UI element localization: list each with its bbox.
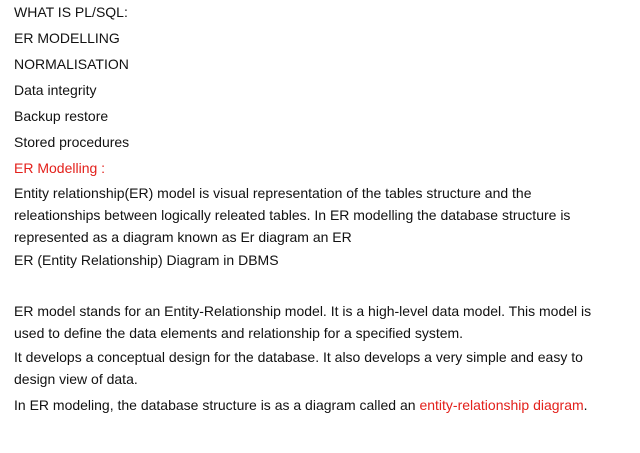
paragraph-line: Entity relationship(ER) model is visual representation of the tables structure and the [14,185,532,201]
paragraph-line: It develops a conceptual design for the database. It also develops a very simple and easy to [14,349,583,365]
list-item-stored-procedures: Stored procedures [14,134,130,150]
paragraph-er-diagram-dbms: ER (Entity Relationship) Diagram in DBMS [14,252,279,268]
paragraph-line: ER model stands for an Entity-Relationship model. It is a high-level data model. This model is [14,303,592,319]
paragraph-line: used to define the data elements and relationship for a specified system. [14,325,464,341]
list-item-backup-restore: Backup restore [14,108,109,124]
paragraph-line: represented as a diagram known as Er diagram an ER [14,229,352,245]
list-item-er-modelling: ER MODELLING [14,30,120,46]
list-item-normalisation: NORMALISATION [14,56,129,72]
paragraph-er-definition [14,182,614,248]
entity-relationship-link[interactable]: entity-relationship diagram [419,397,584,413]
list-item-data-integrity: Data integrity [14,82,97,98]
paragraph-conceptual-design [14,346,614,390]
paragraph-er-model-stands [14,300,614,344]
paragraph-suffix: . [583,397,588,413]
paragraph-er-modeling [14,396,588,414]
section-heading: ER Modelling : [14,160,106,176]
paragraph-prefix: In ER modeling, the database structure is as a diagram called an [14,397,420,413]
paragraph-line: releationships between logically releated tables. In ER modelling the database structure is [14,207,571,223]
paragraph-line: design view of data. [14,371,138,387]
list-item-pl-sql: WHAT IS PL/SQL: [14,4,128,20]
